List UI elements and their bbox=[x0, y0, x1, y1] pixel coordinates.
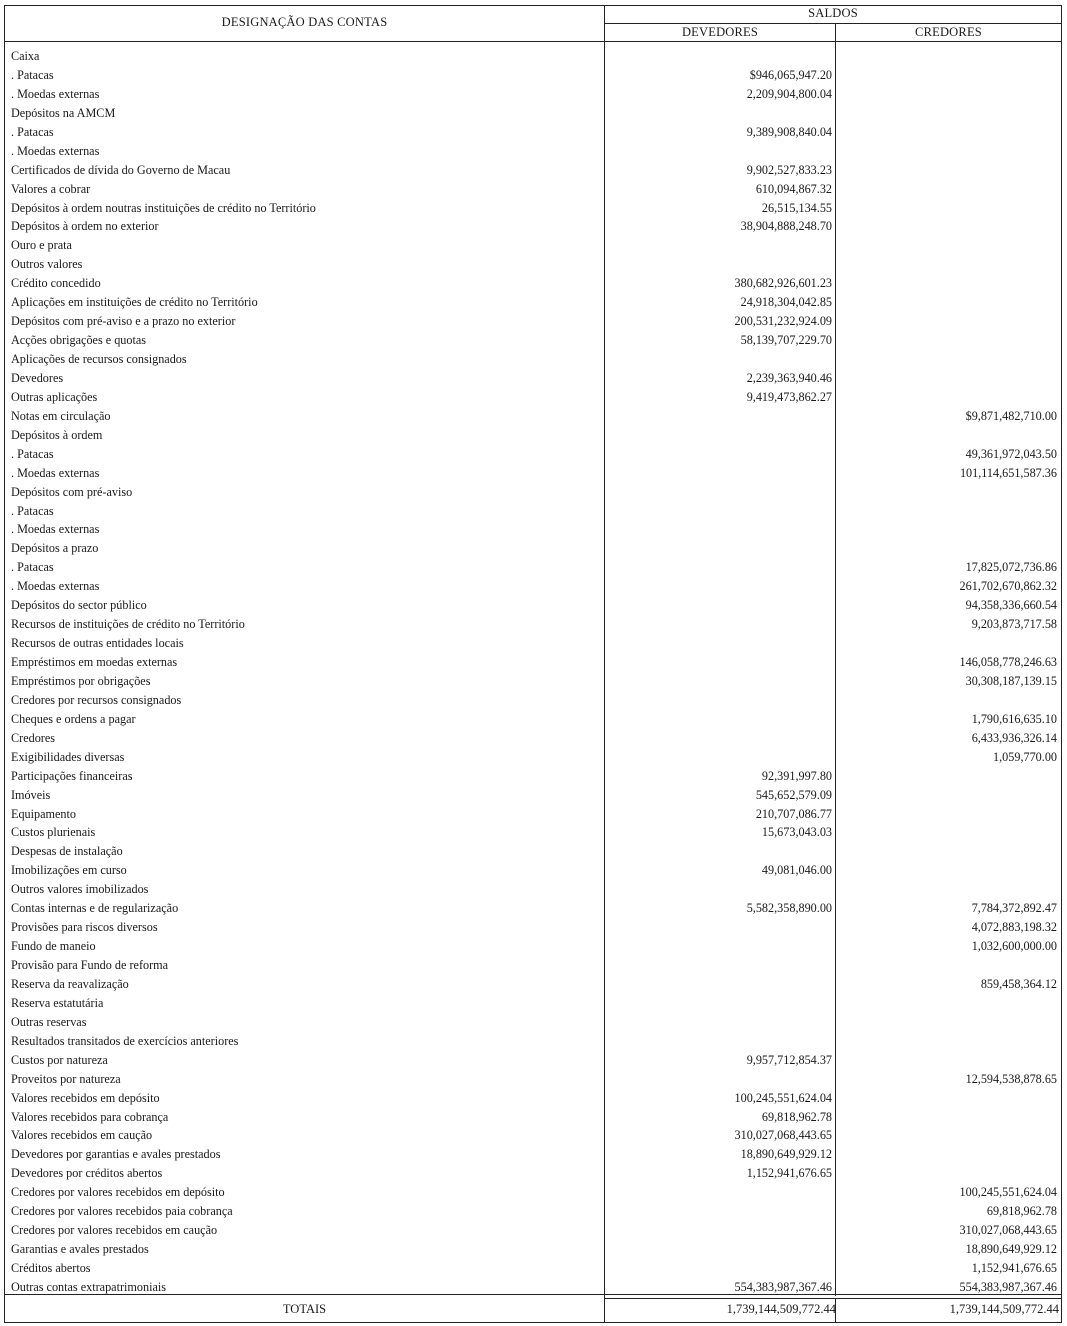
table-row bbox=[5, 1278, 1061, 1297]
table-row bbox=[5, 842, 1061, 861]
credit-value: 4,072,883,198.32 bbox=[971, 920, 1057, 935]
table-row bbox=[5, 823, 1061, 842]
account-name: Participações financeiras bbox=[11, 768, 133, 783]
credit-value: 49,361,972,043.50 bbox=[965, 446, 1057, 461]
table-row bbox=[5, 66, 1061, 85]
credit-value: 859,458,364.12 bbox=[980, 976, 1057, 991]
table-row bbox=[5, 236, 1061, 255]
header-devedores: DEVEDORES bbox=[681, 25, 759, 39]
account-name: Reserva da reavalização bbox=[11, 976, 129, 991]
table-row bbox=[5, 142, 1061, 161]
table-row bbox=[5, 691, 1061, 710]
credit-value: 18,890,649,929.12 bbox=[965, 1242, 1057, 1257]
table-row bbox=[5, 445, 1061, 464]
account-name: Credores bbox=[11, 730, 55, 745]
table-row bbox=[5, 217, 1061, 236]
account-rows bbox=[5, 47, 1061, 1297]
account-name: Despesas de instalação bbox=[11, 844, 123, 859]
table-row bbox=[5, 918, 1061, 937]
table-row bbox=[5, 1202, 1061, 1221]
credit-value: 9,203,873,717.58 bbox=[971, 617, 1057, 632]
credit-value: 94,358,336,660.54 bbox=[965, 598, 1057, 613]
account-name: Outros valores bbox=[11, 257, 83, 272]
account-name: Aplicações em instituições de crédito no Território bbox=[11, 295, 258, 310]
account-name: Crédito concedido bbox=[11, 276, 101, 291]
account-name: Cheques e ordens a pagar bbox=[11, 711, 136, 726]
debit-value: 200,531,232,924.09 bbox=[734, 314, 832, 329]
account-name: . Patacas bbox=[11, 560, 54, 575]
account-name: Resultados transitados de exercícios anteriores bbox=[11, 1033, 239, 1048]
debit-value: 610,094,867.32 bbox=[755, 181, 832, 196]
account-name: Valores recebidos para cobrança bbox=[11, 1109, 169, 1124]
account-name: Credores por valores recebidos em depósito bbox=[11, 1185, 225, 1200]
debit-value: 9,902,527,833.23 bbox=[746, 162, 832, 177]
account-name: Provisão para Fundo de reforma bbox=[11, 958, 169, 972]
totals-label: TOTAIS bbox=[282, 1302, 327, 1316]
debit-value: 38,904,888,248.70 bbox=[740, 219, 832, 234]
account-name: Valores recebidos em depósito bbox=[11, 1090, 160, 1105]
table-row bbox=[5, 1051, 1061, 1070]
debit-value: 100,245,551,624.04 bbox=[734, 1090, 832, 1105]
debit-value: 18,890,649,929.12 bbox=[740, 1147, 832, 1162]
header-account-designation: DESIGNAÇÃO DAS CONTAS bbox=[221, 15, 388, 29]
credit-value: 310,027,068,443.65 bbox=[959, 1223, 1057, 1238]
table-row bbox=[5, 861, 1061, 880]
account-name: . Moedas externas bbox=[11, 522, 100, 537]
account-name: Outros valores imobilizados bbox=[11, 882, 149, 897]
table-row bbox=[5, 672, 1061, 691]
account-name: . Moedas externas bbox=[11, 143, 100, 158]
account-name: Valores a cobrar bbox=[11, 181, 91, 196]
account-name: Imobilizações em curso bbox=[11, 863, 127, 878]
table-row bbox=[5, 634, 1061, 653]
table-row bbox=[5, 899, 1061, 918]
account-name: Aplicações de recursos consignados bbox=[11, 352, 187, 366]
table-row bbox=[5, 539, 1061, 558]
account-name: Recursos de instituições de crédito no Território bbox=[11, 617, 245, 632]
account-name: Depósitos na AMCM bbox=[11, 105, 116, 120]
account-name: Devedores bbox=[11, 370, 64, 385]
table-row bbox=[5, 1126, 1061, 1145]
table-row bbox=[5, 805, 1061, 824]
debit-value: 9,419,473,862.27 bbox=[746, 389, 832, 404]
table-row bbox=[5, 520, 1061, 539]
table-row bbox=[5, 577, 1061, 596]
debit-value: 2,209,904,800.04 bbox=[746, 86, 832, 101]
table-row bbox=[5, 1183, 1061, 1202]
debit-value: 2,239,363,940.46 bbox=[746, 370, 832, 385]
account-name: . Patacas bbox=[11, 446, 54, 461]
table-row bbox=[5, 1013, 1061, 1032]
table-row bbox=[5, 975, 1061, 994]
table-row bbox=[5, 350, 1061, 369]
account-name: Valores recebidos em caução bbox=[11, 1128, 153, 1143]
table-row bbox=[5, 710, 1061, 729]
header-saldos: SALDOS bbox=[808, 6, 858, 20]
header-credores: CREDORES bbox=[915, 25, 982, 39]
debit-value: 310,027,068,443.65 bbox=[734, 1128, 832, 1143]
account-name: Credores por valores recebidos paia cobrança bbox=[11, 1204, 233, 1219]
account-name: Depósitos do sector público bbox=[11, 598, 147, 613]
account-name: Depósitos com pré-aviso e a prazo no exterior bbox=[11, 314, 236, 329]
table-row bbox=[5, 388, 1061, 407]
account-name: Depósitos a prazo bbox=[11, 541, 99, 556]
account-name: Devedores por garantias e avales prestados bbox=[11, 1147, 221, 1162]
table-row bbox=[5, 937, 1061, 956]
account-name: Outras reservas bbox=[11, 1014, 87, 1029]
table-row bbox=[5, 1259, 1061, 1278]
account-name: . Moedas externas bbox=[11, 86, 100, 101]
credit-value: 7,784,372,892.47 bbox=[971, 901, 1057, 916]
credit-value: $9,871,482,710.00 bbox=[965, 408, 1057, 423]
table-row bbox=[5, 502, 1061, 521]
account-name: Credores por valores recebidos em caução bbox=[11, 1223, 218, 1238]
account-name: Empréstimos por obrigações bbox=[11, 673, 151, 688]
table-row bbox=[5, 748, 1061, 767]
account-name: Fundo de maneio bbox=[11, 939, 96, 954]
table-row bbox=[5, 880, 1061, 899]
table-row bbox=[5, 331, 1061, 350]
credit-value: 101,114,651,587.36 bbox=[959, 465, 1057, 480]
table-row bbox=[5, 1108, 1061, 1127]
credit-value: 30,308,187,139.15 bbox=[965, 673, 1057, 688]
totals-credit: 1,739,144,509,772.44 bbox=[949, 1302, 1059, 1316]
credit-value: 146,058,778,246.63 bbox=[959, 655, 1057, 669]
credit-value: 1,790,616,635.10 bbox=[971, 711, 1057, 726]
debit-value: 69,818,962.78 bbox=[761, 1109, 832, 1124]
table-row bbox=[5, 161, 1061, 180]
divider-saldos bbox=[604, 23, 1062, 24]
table-row bbox=[5, 312, 1061, 331]
account-name: Exigibilidades diversas bbox=[11, 749, 125, 764]
account-name: Depósitos com pré-aviso bbox=[11, 484, 133, 499]
account-name: . Moedas externas bbox=[11, 579, 100, 594]
table-row bbox=[5, 653, 1061, 672]
table-row bbox=[5, 464, 1061, 483]
account-name: Garantias e avales prestados bbox=[11, 1242, 149, 1257]
account-name: . Patacas bbox=[11, 67, 54, 82]
table-row bbox=[5, 293, 1061, 312]
account-name: . Moedas externas bbox=[11, 465, 100, 480]
table-row bbox=[5, 1070, 1061, 1089]
credit-value: 1,032,600,000.00 bbox=[971, 939, 1057, 954]
debit-value: 380,682,926,601.23 bbox=[734, 276, 832, 291]
credit-value: 69,818,962.78 bbox=[986, 1204, 1057, 1219]
account-name: Credores por recursos consignados bbox=[11, 692, 182, 707]
table-row bbox=[5, 1221, 1061, 1240]
debit-value: 9,957,712,854.37 bbox=[746, 1052, 832, 1067]
table-row bbox=[5, 1240, 1061, 1259]
account-name: Custos por natureza bbox=[11, 1052, 108, 1067]
debit-value: 15,673,043.03 bbox=[761, 825, 832, 840]
account-name: Custos plurienais bbox=[11, 825, 96, 840]
account-name: Outras aplicações bbox=[11, 389, 98, 404]
table-row bbox=[5, 1164, 1061, 1183]
account-name: Outras contas extrapatrimoniais bbox=[11, 1279, 167, 1294]
table-row bbox=[5, 47, 1061, 66]
totals-debit: 1,739,144,509,772.44 bbox=[726, 1302, 836, 1316]
debit-value: 58,139,707,229.70 bbox=[740, 333, 832, 348]
credit-value: 12,594,538,878.65 bbox=[965, 1071, 1057, 1086]
account-name: Provisões para riscos diversos bbox=[11, 920, 158, 935]
debit-value: 92,391,997.80 bbox=[761, 768, 832, 783]
account-name: Ouro e prata bbox=[11, 238, 72, 253]
account-name: Proveitos por natureza bbox=[11, 1071, 121, 1086]
credit-value: 17,825,072,736.86 bbox=[965, 560, 1057, 575]
table-row bbox=[5, 994, 1061, 1013]
account-name: Devedores por créditos abertos bbox=[11, 1166, 163, 1181]
table-row bbox=[5, 1145, 1061, 1164]
credit-value: 261,702,670,862.32 bbox=[959, 579, 1057, 594]
debit-value: 9,389,908,840.04 bbox=[746, 124, 832, 139]
table-row bbox=[5, 596, 1061, 615]
account-name: Créditos abertos bbox=[11, 1261, 91, 1275]
table-row bbox=[5, 767, 1061, 786]
account-name: Certificados de dívida do Governo de Macau bbox=[11, 162, 231, 177]
table-row bbox=[5, 786, 1061, 805]
account-name: Notas em circulação bbox=[11, 408, 111, 423]
table-row bbox=[5, 274, 1061, 293]
credit-value: 6,433,936,326.14 bbox=[971, 730, 1057, 745]
account-name: Equipamento bbox=[11, 806, 76, 821]
divider-header bbox=[4, 41, 1062, 42]
account-name: Depósitos à ordem noutras instituições de crédito no Território bbox=[11, 200, 316, 215]
credit-value: 1,059,770.00 bbox=[993, 749, 1057, 764]
account-name: Empréstimos em moedas externas bbox=[11, 655, 178, 669]
credit-value: 554,383,987,367.46 bbox=[959, 1279, 1057, 1294]
debit-value: 5,582,358,890.00 bbox=[746, 901, 832, 916]
table-row bbox=[5, 426, 1061, 445]
table-row bbox=[5, 369, 1061, 388]
table-row bbox=[5, 558, 1061, 577]
table-row bbox=[5, 956, 1061, 975]
table-row bbox=[5, 729, 1061, 748]
table-row bbox=[5, 615, 1061, 634]
table-row bbox=[5, 483, 1061, 502]
table-row bbox=[5, 1089, 1061, 1108]
account-name: Caixa bbox=[11, 49, 40, 63]
account-name: Contas internas e de regularização bbox=[11, 901, 179, 916]
table-row bbox=[5, 123, 1061, 142]
table-row bbox=[5, 407, 1061, 426]
account-name: Imóveis bbox=[11, 787, 51, 802]
debit-value: $946,065,947.20 bbox=[749, 67, 832, 82]
account-name: Recursos de outras entidades locais bbox=[11, 636, 184, 651]
debit-value: 545,652,579.09 bbox=[755, 787, 832, 802]
account-name: Depósitos à ordem bbox=[11, 427, 103, 442]
debit-value: 24,918,304,042.85 bbox=[740, 295, 832, 310]
account-name: . Patacas bbox=[11, 124, 54, 139]
credit-value: 1,152,941,676.65 bbox=[971, 1261, 1057, 1275]
debit-value: 26,515,134.55 bbox=[761, 200, 832, 215]
account-name: Reserva estatutária bbox=[11, 995, 104, 1010]
account-name: Acções obrigações e quotas bbox=[11, 333, 147, 348]
table-row bbox=[5, 104, 1061, 123]
table-row bbox=[5, 180, 1061, 199]
credit-value: 100,245,551,624.04 bbox=[959, 1185, 1057, 1200]
table-row bbox=[5, 199, 1061, 218]
table-row bbox=[5, 1032, 1061, 1051]
table-row bbox=[5, 255, 1061, 274]
debit-value: 554,383,987,367.46 bbox=[734, 1279, 832, 1294]
debit-value: 49,081,046.00 bbox=[761, 863, 832, 878]
account-name: . Patacas bbox=[11, 503, 54, 518]
table-row bbox=[5, 85, 1061, 104]
debit-value: 210,707,086.77 bbox=[755, 806, 832, 821]
account-name: Depósitos à ordem no exterior bbox=[11, 219, 159, 234]
debit-value: 1,152,941,676.65 bbox=[746, 1166, 832, 1181]
